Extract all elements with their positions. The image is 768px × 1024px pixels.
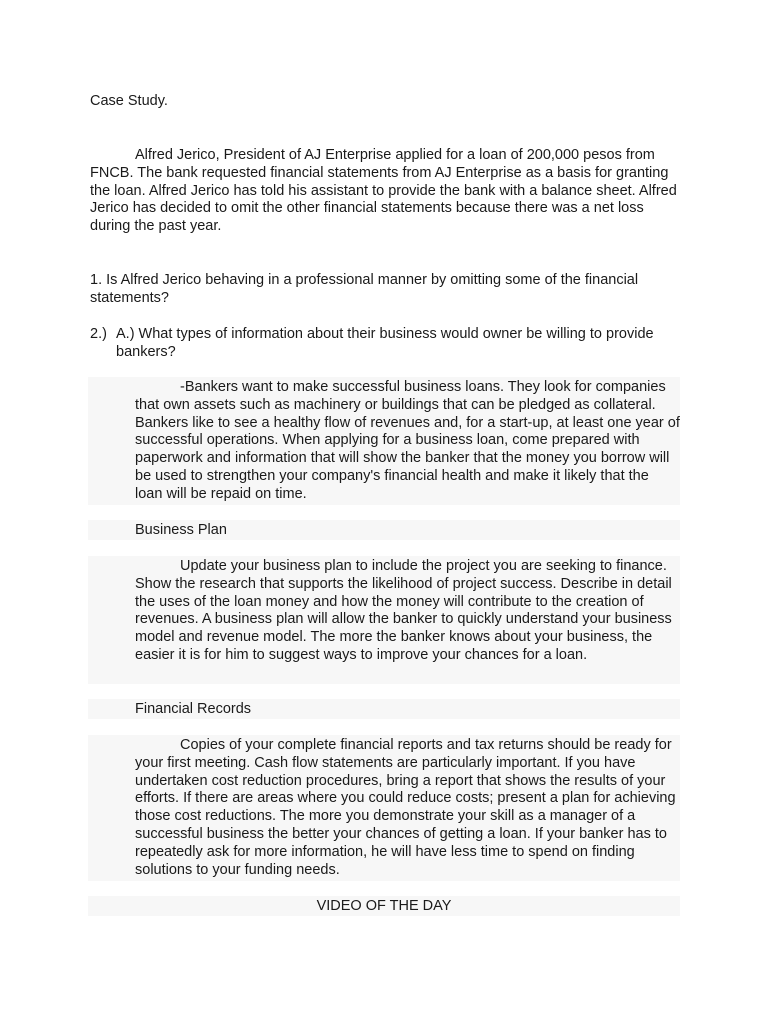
business-plan-paragraph: Update your business plan to include the project you are seeking to finance. Show the research that supports the likelihood of project success. Describe in detail the uses of the loan money and how the money will contribute to the creation of revenues. A business plan will allow the banker to quickly understand your business model and revenue model. The more the banker knows about your business, the easier it is for him to suggest ways to improve your chances for a loan. [135,558,672,663]
financial-records-paragraph: Copies of your complete financial reports and tax returns should be ready for your first meeting. Cash flow statements are particularly important. If you have undertaken cost reduction procedures, bring a report that shows the results of your efforts. If there are areas where you could reduce costs; present a plan for achieving those cost reductions. The more you demonstrate your skill as a manager of a successful business the better your chances of getting a loan. If your banker has to repeatedly ask for more information, he will have less time to spend on finding solutions to your funding needs. [135,737,676,878]
heading-business-plan: Business Plan [135,522,227,538]
document-title: Case Study. [90,93,168,109]
question-2-number: 2.) [90,326,107,342]
answer-bankers-paragraph: -Bankers want to make successful business loans. They look for companies that own assets such as machinery or buildings that can be pledged as collateral. Bankers like to see a healthy flow of revenues and, for a start-up, at least one year of successful operations. When applying for a business loan, come prepared with paperwork and information that will show the banker that the money you borrow will be used to strengthen your company's financial health and make it likely that the loan will be repaid on time. [135,379,680,502]
video-of-the-day-heading: VIDEO OF THE DAY [316,898,452,914]
question-1: 1. Is Alfred Jerico behaving in a professional manner by omitting some of the financial statements? [90,272,639,306]
question-2: A.) What types of information about their business would owner be willing to provide bankers? [116,326,654,360]
heading-financial-records: Financial Records [135,701,252,717]
intro-paragraph: Alfred Jerico, President of AJ Enterprise applied for a loan of 200,000 pesos from FNCB. The bank requested financial statements from AJ Enterprise as a basis for granting the loan. Alfred Jerico has told his assistant to provide the bank with a balance sheet. Alfred Jerico has decided to omit the other financial statements because there was a net loss during the past year. [90,147,677,235]
